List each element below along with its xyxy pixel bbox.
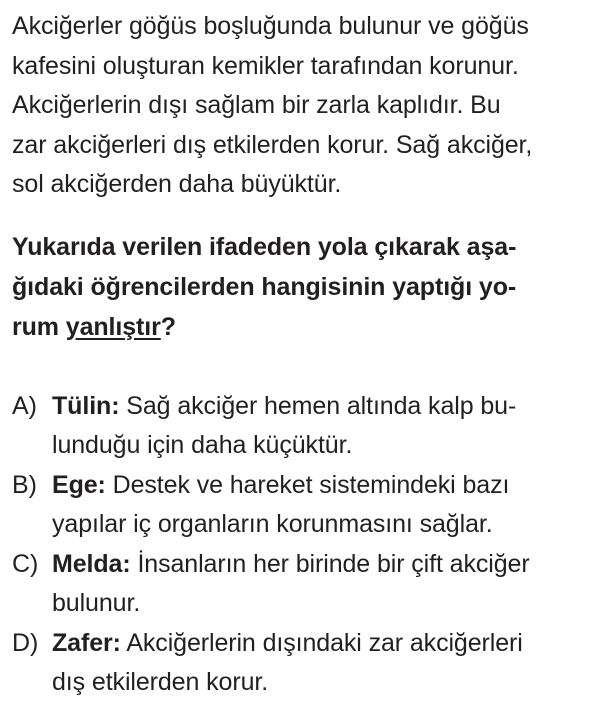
option-line: bulunur. (52, 589, 141, 617)
option-text (52, 624, 590, 703)
negation-word: yanlıştır (65, 312, 161, 341)
option-text (52, 466, 590, 545)
passage-text (12, 0, 590, 205)
question-mark: ? (160, 312, 176, 341)
option-c[interactable] (12, 545, 590, 624)
student-name: Zafer: (52, 628, 121, 657)
option-d[interactable] (12, 624, 590, 703)
option-a[interactable] (12, 387, 590, 466)
option-letter: A) (12, 391, 37, 420)
option-line: yapılar iç organların korunmasını sağlar. (52, 510, 493, 538)
question-line-prefix: rum (12, 312, 66, 341)
option-letter: D) (12, 628, 39, 657)
option-line: Akciğerlerin dışındaki zar akciğerleri (126, 628, 523, 657)
student-name: Ege: (52, 470, 106, 499)
option-text (52, 387, 590, 466)
question-line: ğıdaki öğrencilerden hangisinin yaptığı yo- (12, 272, 517, 301)
option-text (52, 545, 590, 624)
passage-line: kafesini oluşturan kemikler tarafından korunur. (12, 51, 519, 80)
option-line: Sağ akciğer hemen altında kalp bu- (126, 391, 517, 420)
passage-line: Akciğerlerin dışı sağlam bir zarla kaplıdır. Bu (12, 91, 501, 119)
option-letter: B) (12, 470, 37, 499)
option-line: dış etkilerden korur. (52, 668, 269, 696)
question-line: Yukarıda verilen ifadeden yola çıkarak aşa- (12, 232, 517, 261)
passage-line: sol akciğerden daha büyüktür. (12, 170, 342, 198)
option-letter: C) (12, 549, 39, 578)
option-line: lunduğu için daha küçüktür. (52, 431, 353, 459)
passage-line: Akciğerler göğüs boşluğunda bulunur ve göğüs (12, 12, 529, 40)
option-line: İnsanların her birinde bir çift akciğer (137, 549, 530, 578)
question-stem (12, 227, 590, 347)
answer-options (12, 387, 590, 703)
student-name: Tülin: (52, 391, 120, 420)
option-b[interactable] (12, 466, 590, 545)
student-name: Melda: (52, 549, 131, 578)
passage-line: zar akciğerleri dış etkilerden korur. Sağ akciğer, (12, 130, 533, 159)
option-line: Destek ve hareket sistemindeki bazı (112, 470, 510, 499)
